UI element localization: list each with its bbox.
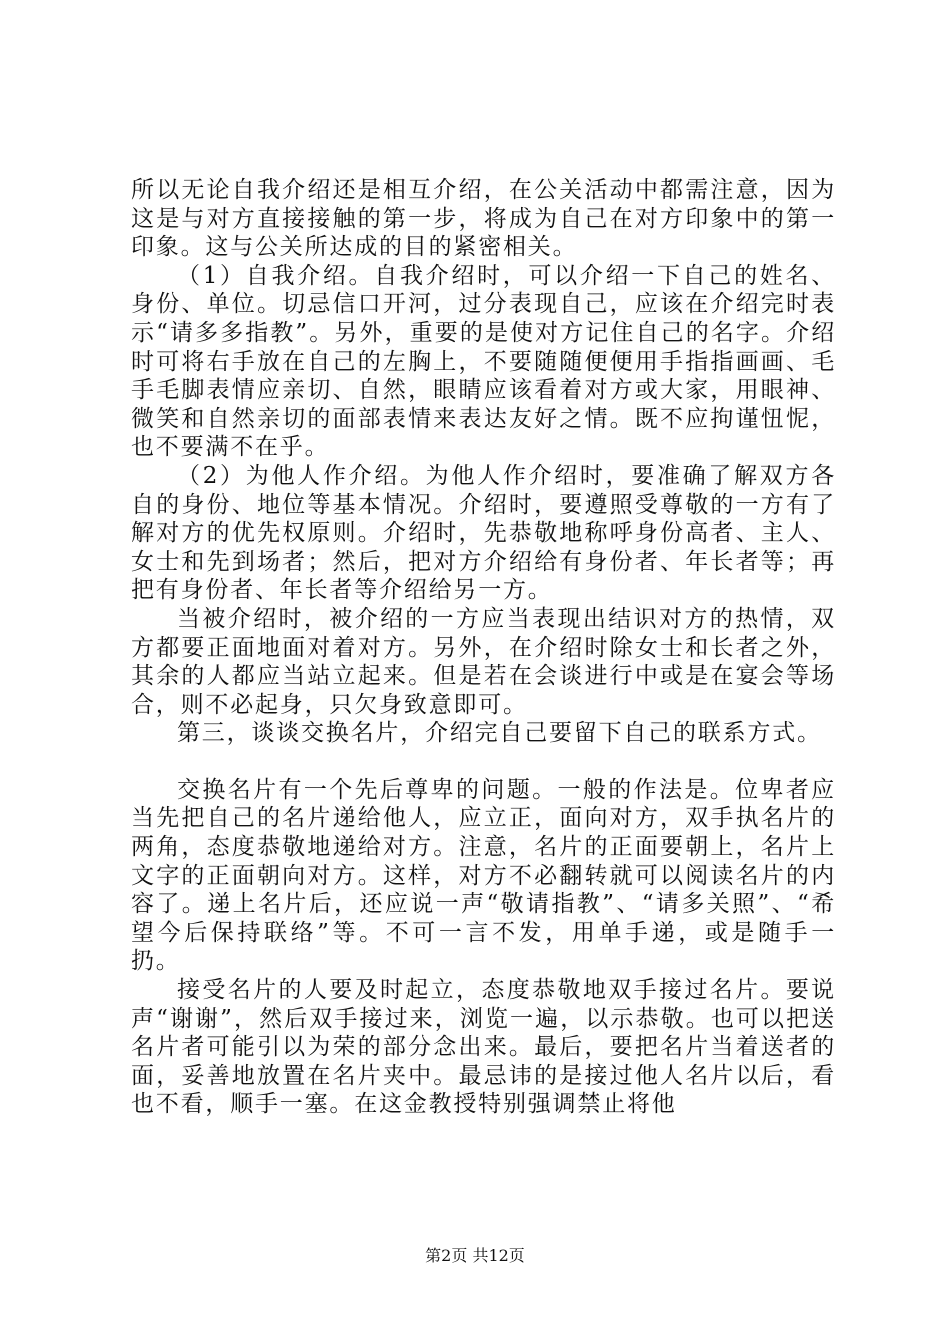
paragraph-giving-cards: 交换名片有一个先后尊卑的问题。一般的作法是。位卑者应当先把自己的名片递给他人，应立正，面向对方，双手执名片的两角，态度恭敬地递给对方。注意，名片的正面要朝上，名片上文字的正面朝向对方。这样，对方不必翻转就可以阅读名片的内容了。递上名片后，还应说一声“敬请指教”、“请多关照”、“希望今后保持联络”等。不可一言不发，用单手递，或是随手一扔。 [131,776,836,975]
document-body [131,176,836,1119]
paragraph-continuation: 所以无论自我介绍还是相互介绍，在公关活动中都需注意，因为这是与对方直接接触的第一步，将成为自己在对方印象中的第一印象。这与公关所达成的目的紧密相关。 [131,177,836,261]
paragraph-business-card-heading: 第三，谈谈交换名片，介绍完自己要留下自己的联系方式。 [177,720,822,747]
page-footer: 第2页 共12页 [425,1246,525,1265]
paragraph-self-introduction: （1）自我介绍。自我介绍时，可以介绍一下自己的姓名、身份、单位。切忌信口开河，过分表现自己，应该在介绍完时表示“请多多指教”。另外，重要的是使对方记住自己的名字。介绍时可将右手放在自己的左胸上，不要随随便便用手指指画画、毛手毛脚表情应亲切、自然，眼睛应该看着对方或大家，用眼神、微笑和自然亲切的面部表情来表达友好之情。既不应拘谨忸怩，也不要满不在乎。 [131,262,836,461]
paragraph-receiving-cards: 接受名片的人要及时起立，态度恭敬地双手接过名片。要说声“谢谢”，然后双手接过来，浏览一遍，以示恭敬。也可以把送名片者可能引以为荣的部分念出来。最后，要把名片当着送者的面，妥善地放置在名片夹中。最忌讳的是接过他人名片以后，看也不看，顺手一塞。在这金教授特别强调禁止将他 [131,977,836,1118]
paragraph-being-introduced: 当被介绍时，被介绍的一方应当表现出结识对方的热情，双方都要正面地面对着对方。另外，在介绍时除女士和长者之外，其余的人都应当站立起来。但是若在会谈进行中或是在宴会等场合，则不必起身，只欠身致意即可。 [131,605,836,718]
paragraph-introduce-others: （2）为他人作介绍。为他人作介绍时，要准确了解双方各自的身份、地位等基本情况。介绍时，要遵照受尊敬的一方有了解对方的优先权原则。介绍时，先恭敬地称呼身份高者、主人、女士和先到场者；然后，把对方介绍给有身份者、年长者等；再把有身份者、年长者等介绍给另一方。 [131,462,836,604]
